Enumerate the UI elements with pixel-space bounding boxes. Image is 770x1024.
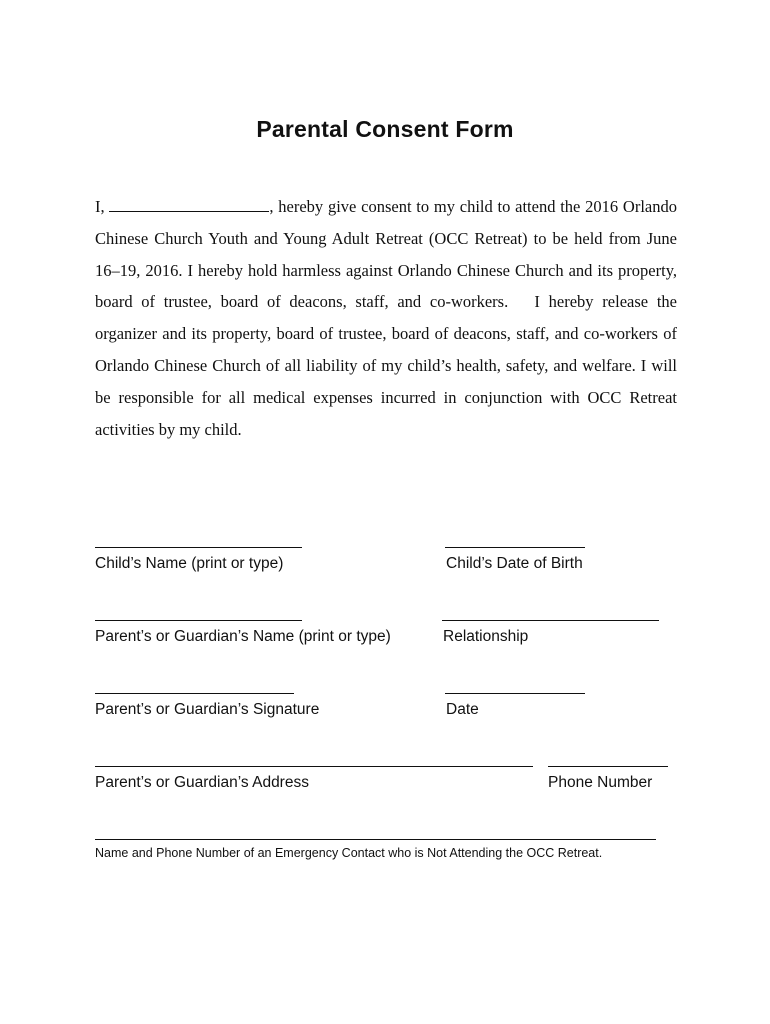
child-dob-label: Child’s Date of Birth [446,555,583,572]
date-label: Date [446,701,479,718]
phone-label: Phone Number [548,774,653,791]
emergency-contact-line[interactable] [95,839,656,840]
child-dob-line[interactable] [445,547,585,548]
date-line[interactable] [445,693,585,694]
guardian-name-label: Parent’s or Guardian’s Name (print or type) [95,628,391,645]
relationship-label: Relationship [443,628,529,645]
relationship-line[interactable] [442,620,659,621]
consent-paragraph [95,191,677,445]
phone-line[interactable] [548,766,668,767]
parent-name-blank[interactable] [109,197,269,212]
child-name-label: Child’s Name (print or type) [95,555,284,572]
consent-text: , hereby give consent to my child to attend the 2016 Orlando Chinese Church Youth and Young Adult Retreat (OCC Retreat) to be held from June 16–19, 2016. I hereby hold harmless against Orlando Chinese Church and its property, board of trustee, board of deacons, staff, and co-workers. I hereby release the organizer and its property, board of trustee, board of deacons, staff, and co-workers of Orlando Chinese Church of all liability of my child’s health, safety, and welfare. I will be responsible for all medical expenses incurred in conjunction with OCC Retreat activities by my child. [95,197,677,439]
consent-prefix: I, [95,197,110,216]
child-name-line[interactable] [95,547,302,548]
form-title: Parental Consent Form [256,116,514,142]
guardian-address-line[interactable] [95,766,533,767]
guardian-signature-label: Parent’s or Guardian’s Signature [95,701,320,718]
emergency-contact-label: Name and Phone Number of an Emergency Contact who is Not Attending the OCC Retreat. [95,846,603,860]
guardian-signature-line[interactable] [95,693,294,694]
guardian-name-line[interactable] [95,620,302,621]
guardian-address-label: Parent’s or Guardian’s Address [95,774,309,791]
